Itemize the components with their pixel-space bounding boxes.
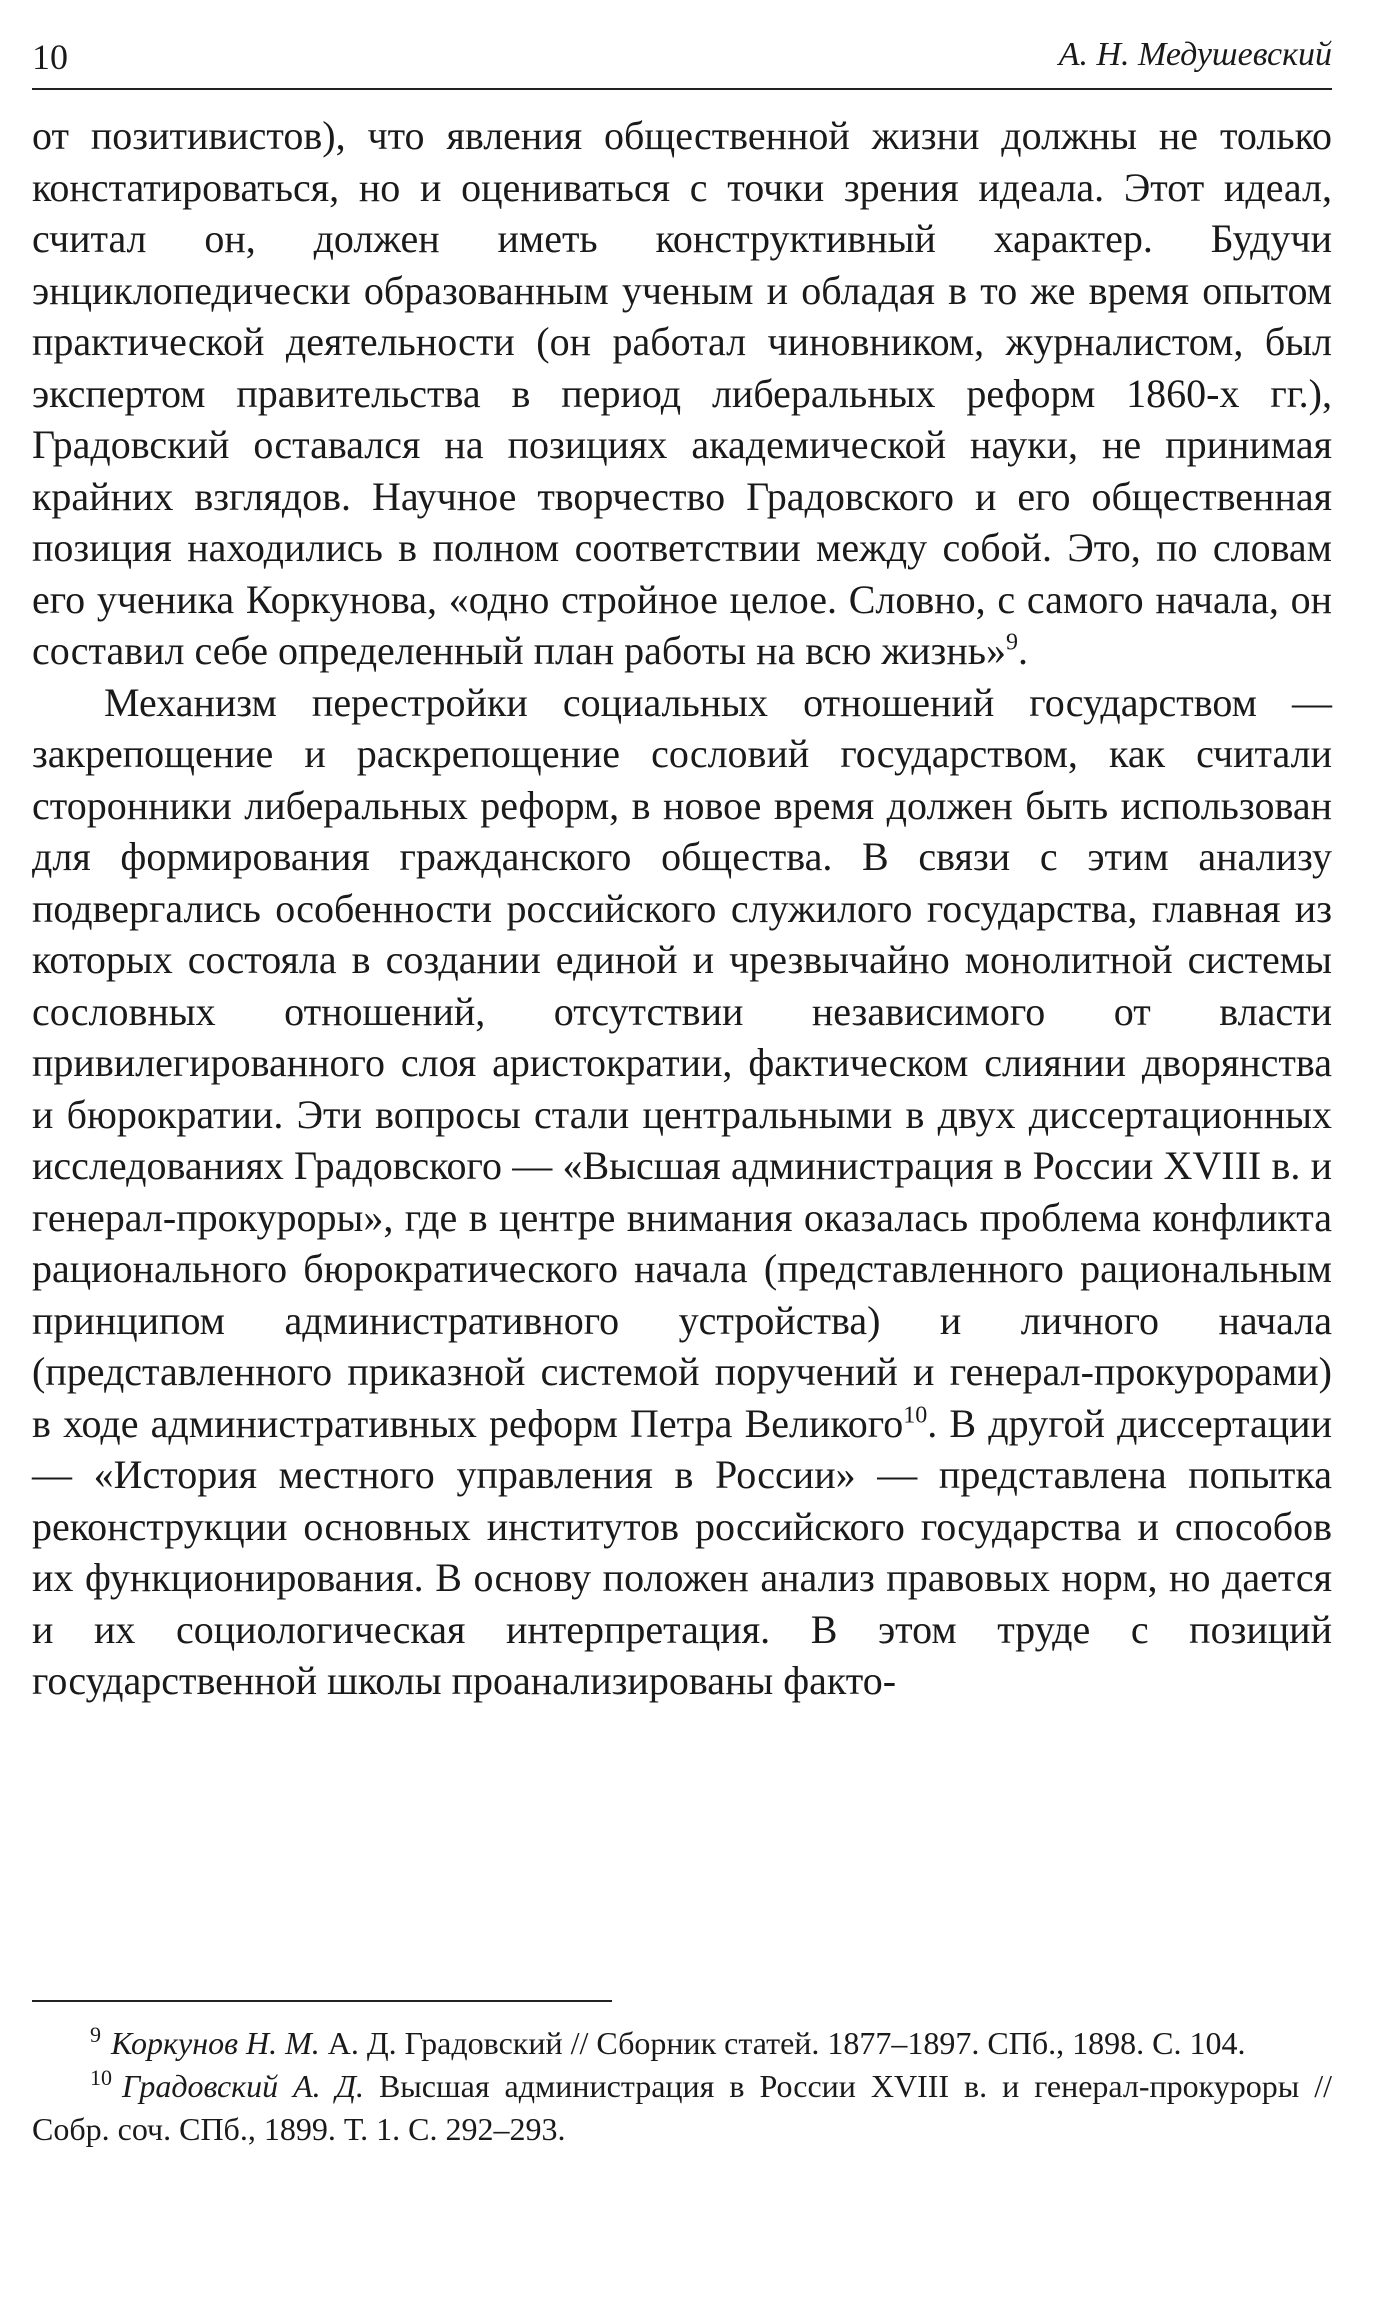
footnote-author: Коркунов Н. М.: [111, 2025, 320, 2061]
paragraph: [32, 677, 1332, 1707]
footnote-text: А. Д. Градовский // Сборник статей. 1877–1897. СПб., 1898. С. 104.: [319, 2025, 1246, 2061]
running-head: [32, 26, 1332, 86]
paragraph-text-continued: . В другой диссертации — «История местного управления в России» — представлена попытка реконструкции основных институтов российского государства и способов их функционирования. В основу положен анализ правовых норм, но дается и их социологическая интерпретация. В этом труде с позиций государственной школы проанализированы факто-: [32, 1400, 1332, 1703]
footnote-ref: 10: [903, 1402, 928, 1429]
footnote: [32, 2065, 1332, 2151]
page-number: 10: [32, 37, 68, 77]
paragraph-text: Механизм перестройки социальных отношений государством — закрепощение и раскрепощение сословий государством, как считали сторонники либеральных реформ, в новое время должен быть использован для формирования гражданского общества. В связи с этим анализу подвергались особенности российского служилого государства, главная из которых состояла в создании единой и чрезвычайно монолитной системы сословных отношений, отсутствии независимого от власти привилегированного слоя аристократии, фактическом слиянии дворянства и бюрократии. Эти вопросы стали центральными в двух диссертационных исследованиях Градовского — «Высшая администрация в России XVIII в. и генерал-прокуроры», где в центре внимания оказалась проблема конфликта рационального бюрократического начала (представленного рациональным принципом административного устройства) и личного начала (представленного приказной системой поручений и генерал-прокурорами) в ходе административных реформ Петра Великого: [32, 679, 1332, 1446]
footnote: [32, 2022, 1332, 2065]
paragraph-text: от позитивистов), что явления общественной жизни должны не только констатироваться, но и оцениваться с точки зрения идеала. Этот идеал, считал он, должен иметь конструктивный характер. Будучи энциклопедически образованным ученым и обладая в то же время опытом практической деятельности (он работал чиновником, журналистом, был экспертом правительства в период либеральных реформ 1860-х гг.), Градовский оставался на позициях академической науки, не принимая крайних взглядов. Научное творчество Градовского и его общественная позиция находились в полном соответствии между собой. Это, по словам его ученика Коркунова, «одно стройное целое. Словно, с самого начала, он составил себе определенный план работы на всю жизнь»: [32, 113, 1332, 673]
footnote-number: 10: [90, 2065, 112, 2091]
paragraph: [32, 110, 1332, 677]
footnote-ref: 9: [1006, 629, 1019, 656]
running-author: А. Н. Медушевский: [1058, 36, 1332, 73]
footnote-rule: [32, 2000, 612, 2002]
header-rule: [32, 88, 1332, 90]
main-text: [32, 110, 1332, 1707]
footnote-text: Высшая администрация в России XVIII в. и генерал-прокуроры // Собр. соч. СПб., 1899. Т. 1. С. 292–293.: [32, 2068, 1332, 2147]
footnote-author: Градовский А. Д.: [122, 2068, 364, 2104]
paragraph-tail: .: [1018, 628, 1029, 673]
footnotes: [32, 2022, 1332, 2151]
footnote-number: 9: [90, 2022, 101, 2048]
